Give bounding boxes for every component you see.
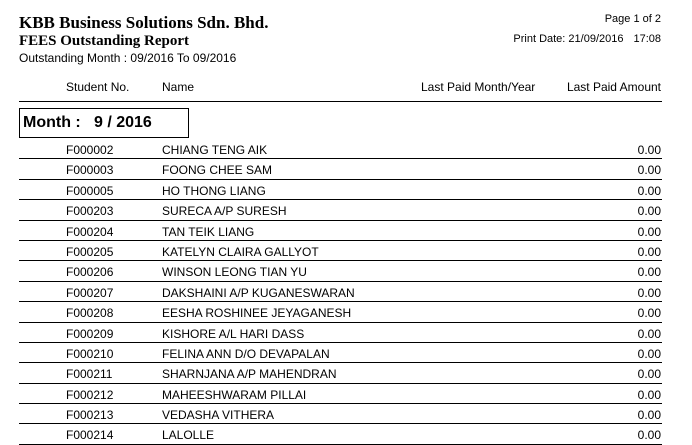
table-row	[19, 343, 662, 363]
page-info: Page 1 of 2	[604, 13, 661, 25]
student-no-cell: F000003	[66, 163, 114, 178]
student-no-cell: F000205	[66, 244, 114, 259]
name-cell: VEDASHA VITHERA	[162, 408, 275, 423]
last-paid-amount-cell: 0.00	[637, 326, 661, 341]
print-time: 17:08	[633, 33, 661, 45]
column-header-last-paid-month-year: Last Paid Month/Year	[421, 80, 536, 94]
month-group-label: Month :	[23, 114, 81, 131]
last-paid-amount-cell: 0.00	[637, 285, 661, 300]
student-no-cell: F000002	[66, 143, 114, 157]
table-row	[19, 282, 662, 302]
last-paid-amount-cell: 0.00	[637, 408, 661, 423]
name-cell: FELINA ANN D/O DEVAPALAN	[162, 346, 330, 361]
student-no-cell: F000204	[66, 224, 114, 239]
student-no-cell: F000005	[66, 183, 114, 198]
name-cell: WINSON LEONG TIAN YU	[162, 265, 307, 280]
name-cell: SURECA A/P SURESH	[162, 204, 287, 219]
student-no-cell: F000206	[66, 265, 114, 280]
student-no-cell: F000208	[66, 306, 114, 321]
student-table	[19, 139, 662, 445]
name-cell: HO THONG LIANG	[162, 183, 266, 198]
student-no-cell: F000210	[66, 346, 114, 361]
header-divider	[19, 101, 662, 102]
name-cell: TAN TEIK LIANG	[162, 224, 255, 239]
table-row	[19, 261, 662, 281]
name-cell: EESHA ROSHINEE JEYAGANESH	[162, 306, 352, 321]
name-cell: MAHEESHWARAM PILLAI	[162, 387, 307, 402]
company-name: KBB Business Solutions Sdn. Bhd.	[19, 13, 269, 32]
name-cell: KATELYN CLAIRA GALLYOT	[162, 244, 319, 259]
student-no-cell: F000212	[66, 387, 114, 402]
last-paid-amount-cell: 0.00	[637, 183, 661, 198]
table-row	[19, 363, 662, 383]
table-row	[19, 323, 662, 343]
last-paid-amount-cell: 0.00	[637, 346, 661, 361]
last-paid-amount-cell: 0.00	[637, 306, 661, 321]
student-no-cell: F000214	[66, 428, 114, 443]
month-group-header	[19, 108, 189, 138]
last-paid-amount-cell: 0.00	[637, 265, 661, 280]
name-cell: CHIANG TENG AIK	[162, 143, 268, 157]
student-no-cell: F000207	[66, 285, 114, 300]
last-paid-amount-cell: 0.00	[637, 387, 661, 402]
table-row	[19, 159, 662, 179]
name-cell: SHARNJANA A/P MAHENDRAN	[162, 367, 337, 382]
last-paid-amount-cell: 0.00	[637, 244, 661, 259]
month-group-value: 9 / 2016	[94, 114, 152, 131]
last-paid-amount-cell: 0.00	[637, 224, 661, 239]
column-header-name: Name	[162, 80, 195, 94]
column-header-last-paid-amount: Last Paid Amount	[566, 80, 661, 94]
last-paid-amount-cell: 0.00	[637, 367, 661, 382]
table-row	[19, 384, 662, 404]
print-date	[513, 33, 661, 45]
report-title: FEES Outstanding Report	[19, 33, 190, 49]
table-row	[19, 241, 662, 261]
name-cell: DAKSHAINI A/P KUGANESWARAN	[162, 285, 355, 300]
table-row	[19, 302, 662, 322]
student-no-cell: F000211	[66, 367, 113, 382]
table-row	[19, 200, 662, 220]
table-row	[19, 180, 662, 200]
column-header-student-no: Student No.	[66, 80, 130, 94]
last-paid-amount-cell: 0.00	[637, 428, 661, 443]
student-no-cell: F000203	[66, 204, 114, 219]
student-no-cell: F000213	[66, 408, 114, 423]
name-cell: FOONG CHEE SAM	[162, 163, 273, 178]
table-row	[19, 424, 662, 444]
print-date-label: Print Date: 21/09/2016	[513, 33, 624, 45]
last-paid-amount-cell: 0.00	[637, 204, 661, 219]
last-paid-amount-cell: 0.00	[637, 163, 661, 178]
last-paid-amount-cell: 0.00	[637, 143, 661, 157]
name-cell: KISHORE A/L HARI DASS	[162, 326, 305, 341]
student-no-cell: F000209	[66, 326, 114, 341]
outstanding-month-range: Outstanding Month : 09/2016 To 09/2016	[19, 51, 237, 65]
table-row	[19, 221, 662, 241]
table-row	[19, 139, 662, 159]
name-cell: LALOLLE	[162, 428, 215, 443]
table-row	[19, 404, 662, 424]
